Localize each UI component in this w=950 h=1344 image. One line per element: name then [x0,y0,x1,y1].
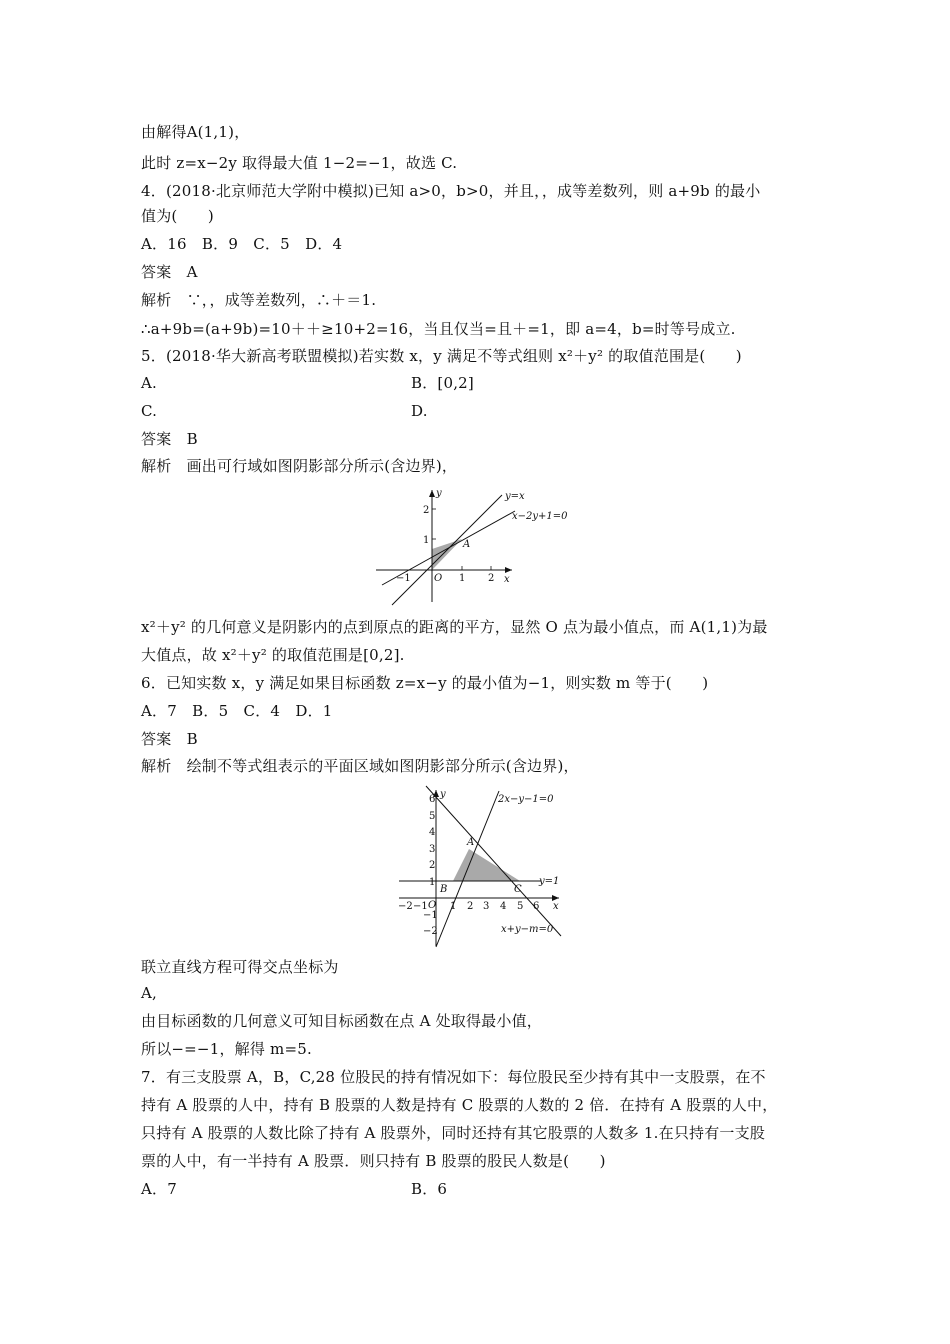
origin-label: O [428,900,437,911]
line-x-plus-y-minus-m [426,786,561,936]
feasible-region-figure-1 [370,484,580,608]
y-axis-label: y [440,789,446,800]
point-b-label: B [440,884,448,895]
answer-label: 答案 B [141,430,198,448]
question-4-options: A．16 B．9 C．5 D．4 [141,235,343,253]
feasible-region-figure-2 [393,782,573,952]
solution-line: 解析 绘制不等式组表示的平面区域如图阴影部分所示(含边界)， [141,757,579,775]
tick-label: 1 [423,535,430,546]
question-6-options: A．7 B．5 C．4 D．1 [141,702,333,720]
line-label: y=x [505,491,525,502]
tick-label: 6 [429,794,436,805]
x-axis-label: x [553,901,559,912]
tick-label: 5 [517,901,524,912]
tick-label: 2 [488,573,495,584]
tick-label: 3 [483,901,490,912]
text-line: 值为( ) [141,207,214,225]
tick-label: 5 [429,811,436,822]
y-axis-label: y [436,488,442,499]
origin-label: O [434,573,443,584]
line-label: x−2y+1=0 [512,511,568,522]
tick-label: 1 [429,877,436,888]
question-5-stem: 5．(2018·华大新高考联盟模拟)若实数 x，y 满足不等式组则 x²＋y² 的取值范围是( ) [141,347,742,365]
solution-line: ∴a+9b=(a+9b)=10＋＋≥10+2=16，当且仅当=且＋=1，即 a=4，b=时等号成立. [141,320,736,338]
point-a-label: A [467,837,475,848]
tick-label: −1 [413,901,428,912]
text-line: 由解得A(1,1)， [141,123,250,141]
option-b: B．[0,2] [411,374,474,392]
tick-label: 6 [533,901,540,912]
text-line: 大值点，故 x²＋y² 的取值范围是[0,2]. [141,646,405,664]
line-label: y=1 [539,876,560,887]
y-axis-arrow [429,490,435,497]
text-line: x²＋y² 的几何意义是阴影内的点到原点的距离的平方，显然 O 点为最小值点，而 A(1,1)为最 [141,618,768,636]
text-line: A, [141,984,158,1002]
text-line: 此时 z=x−2y 取得最大值 1−2=−1，故选 C. [141,154,458,172]
tick-label: 2 [429,860,436,871]
option-a: A. [141,374,158,392]
tick-label: 2 [467,901,474,912]
line-y-equals-x [392,495,502,605]
solution-line: 解析 画出可行域如图阴影部分所示(含边界)， [141,457,458,475]
question-7-stem: 票的人中，有一半持有 A 股票．则只持有 B 股票的股民人数是( ) [141,1152,606,1170]
option-b: B．6 [411,1180,448,1198]
question-7-stem: 7．有三支股票 A，B，C,28 位股民的持有情况如下：每位股民至少持有其中一支股票，在不 [141,1068,766,1086]
question-6-stem: 6．已知实数 x，y 满足如果目标函数 z=x−y 的最小值为−1，则实数 m 等于( ) [141,674,709,692]
tick-label: −1 [423,910,438,921]
option-a: A．7 [141,1180,177,1198]
tick-label: 4 [429,827,436,838]
x-axis-arrow [505,567,512,573]
tick-label: 2 [423,505,430,516]
x-axis-label: x [504,574,510,585]
solution-line: 解析 ∵，，成等差数列，∴＋＝1. [141,291,377,309]
answer-label: 答案 B [141,730,198,748]
question-7-stem: 持有 A 股票的人中，持有 B 股票的人数是持有 C 股票的人数的 2 倍．在持有 A 股票的人中， [141,1096,778,1114]
tick-label: 1 [450,901,457,912]
tick-label: −2 [398,901,413,912]
tick-label: 1 [459,573,466,584]
tick-label: 3 [429,844,436,855]
answer-label: 答案 A [141,263,198,281]
text-line: 由目标函数的几何意义可知目标函数在点 A 处取得最小值， [141,1012,542,1030]
text-line: 联立直线方程可得交点坐标为 [141,958,339,976]
question-4-stem: 4．(2018·北京师范大学附中模拟)已知 a>0，b>0，并且，，成等差数列，则 a+9b 的最小 [141,182,761,200]
tick-label: −2 [423,926,438,937]
text-line: 所以−=−1，解得 m=5. [141,1040,312,1058]
tick-label: 4 [500,901,507,912]
point-c-label: C [514,884,522,895]
line-label: 2x−y−1=0 [498,794,554,805]
option-d: D. [411,402,428,420]
point-a-label: A [463,539,471,550]
line-label: x+y−m=0 [501,924,554,935]
tick-label: −1 [396,573,411,584]
option-c: C. [141,402,158,420]
question-7-stem: 只持有 A 股票的人数比除了持有 A 股票外，同时还持有其它股票的人数多 1.在只持有一支股 [141,1124,766,1142]
